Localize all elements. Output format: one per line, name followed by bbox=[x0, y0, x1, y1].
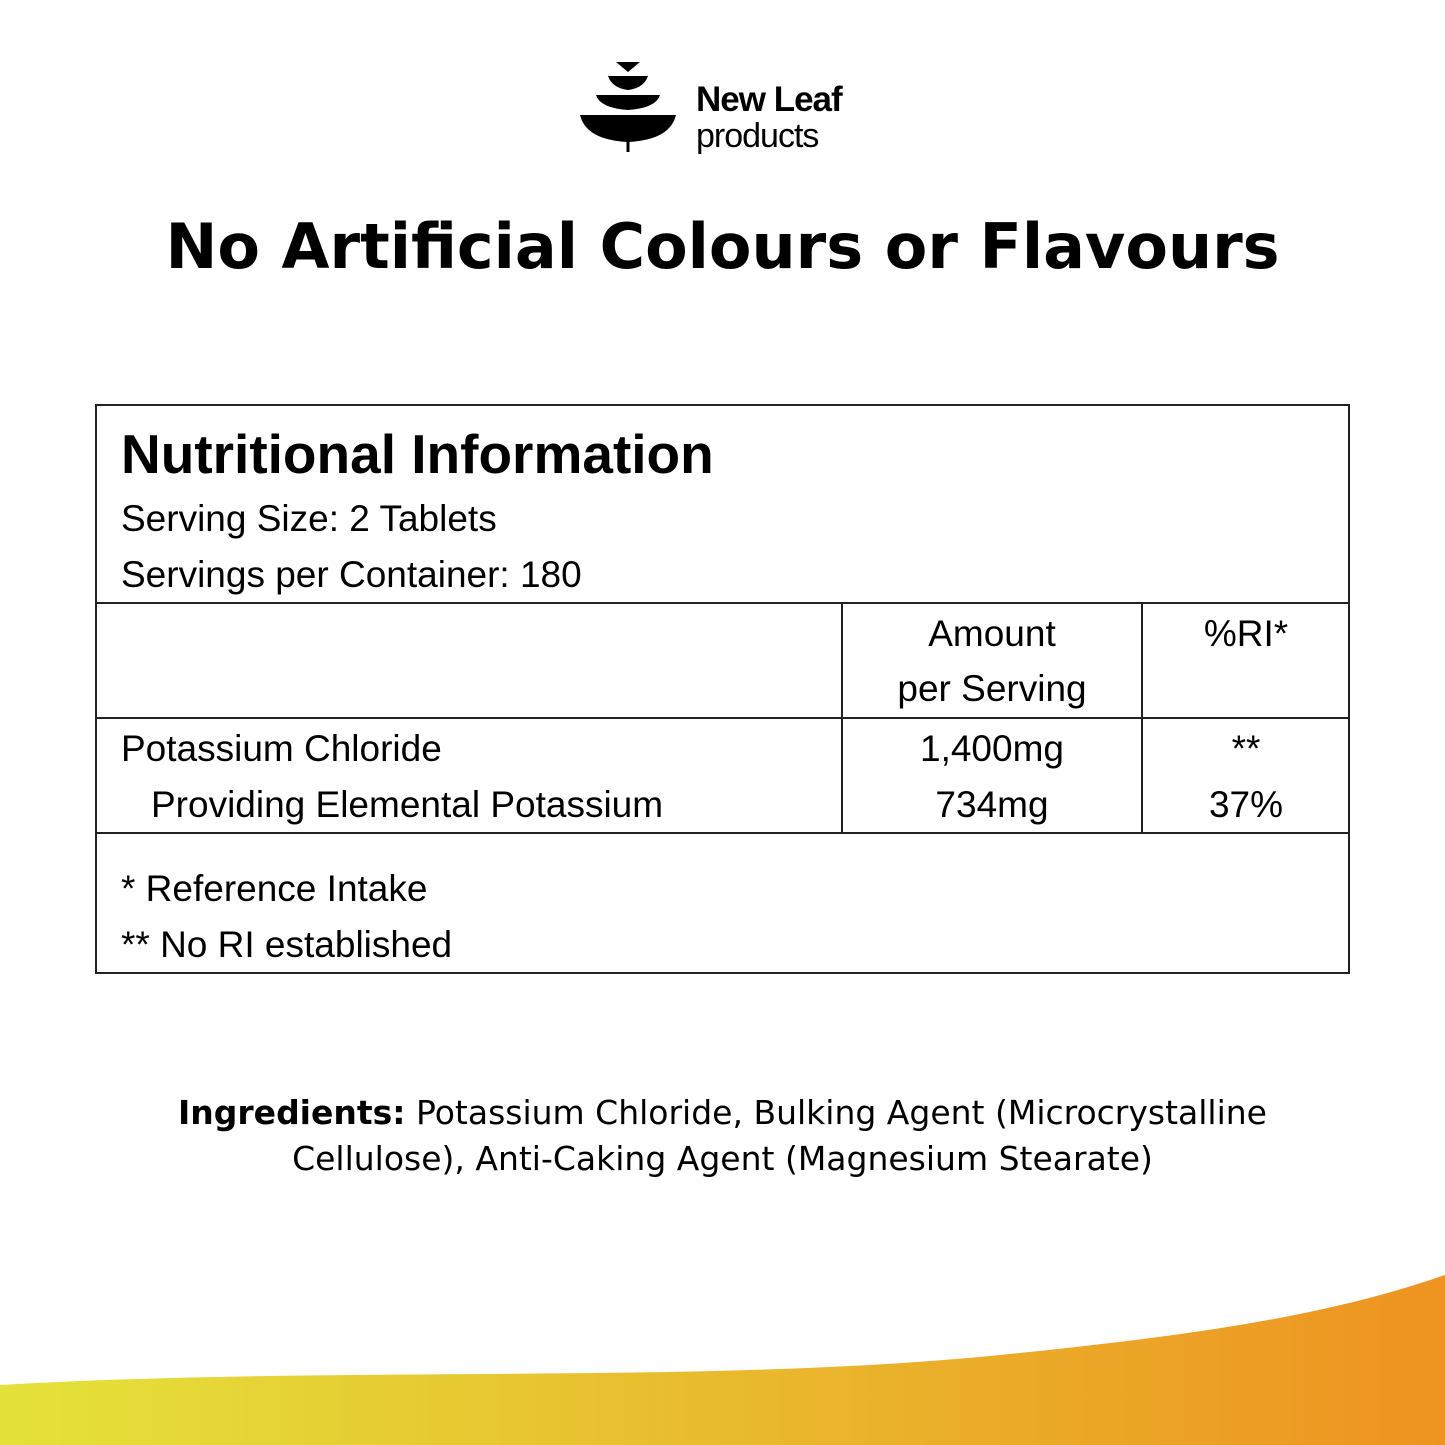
column-divider bbox=[1141, 604, 1143, 834]
column-header-row bbox=[97, 604, 1348, 719]
footnote-reference-intake: * Reference Intake bbox=[121, 868, 428, 909]
ingredients-text: Potassium Chloride, Bulking Agent (Microcrystalline Cellulose), Anti-Caking Agent (Magnesium Stearate) bbox=[292, 1093, 1267, 1178]
footnote-no-ri: ** No RI established bbox=[121, 924, 453, 965]
column-divider bbox=[841, 604, 843, 834]
headline: No Artificial Colours or Flavours bbox=[165, 210, 1280, 283]
brand-name: New Leaf bbox=[696, 80, 842, 119]
nutrition-header bbox=[97, 406, 1348, 604]
column-header-ri: %RI* bbox=[1203, 613, 1289, 654]
nutrient-name: Providing Elemental Potassium bbox=[151, 784, 664, 825]
nutrient-rows bbox=[97, 719, 1348, 834]
column-header-amount-line1: Amount bbox=[928, 613, 1056, 654]
nutrient-ri: 37% bbox=[1208, 784, 1284, 825]
nutrition-title: Nutritional Information bbox=[121, 423, 714, 485]
ingredients-label: Ingredients: bbox=[178, 1093, 406, 1132]
nutrient-ri: ** bbox=[1231, 728, 1261, 769]
brand-logo bbox=[578, 62, 878, 162]
nutrient-amount: 734mg bbox=[935, 784, 1049, 825]
nutrient-amount: 1,400mg bbox=[920, 728, 1064, 769]
decorative-wave bbox=[0, 1275, 1445, 1445]
pagoda-leaf-icon bbox=[578, 62, 688, 154]
nutrition-panel bbox=[95, 404, 1350, 974]
serving-size: Serving Size: 2 Tablets bbox=[121, 498, 497, 539]
brand-subtitle: products bbox=[696, 117, 819, 155]
ingredients bbox=[100, 1090, 1345, 1182]
nutrient-name: Potassium Chloride bbox=[121, 728, 442, 769]
servings-per-container: Servings per Container: 180 bbox=[121, 554, 582, 595]
column-header-amount-line2: per Serving bbox=[897, 668, 1087, 709]
